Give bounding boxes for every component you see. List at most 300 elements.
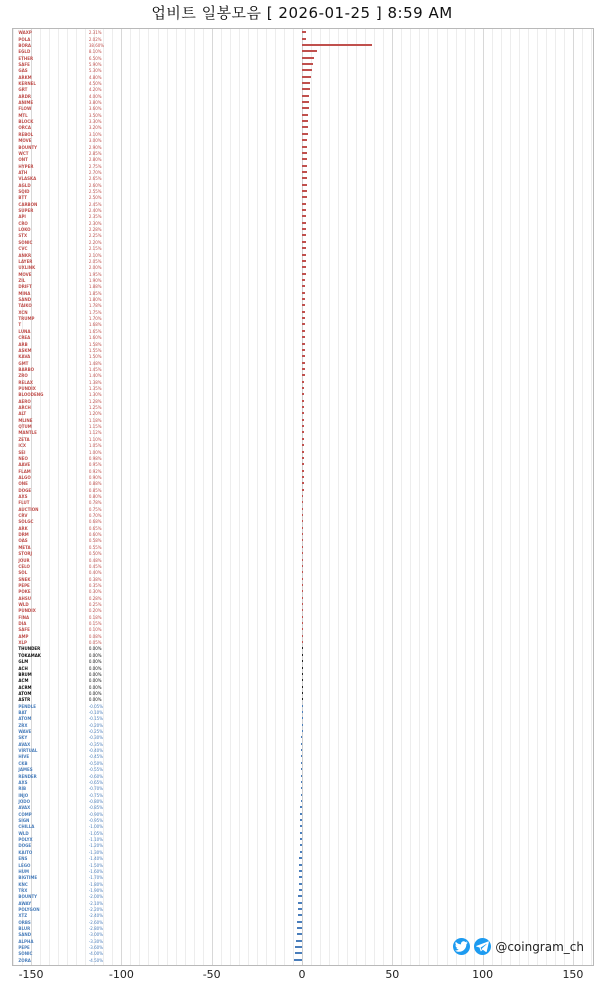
chart-bar-row (13, 73, 593, 80)
bar-category-label: ATOM (18, 716, 32, 722)
bar-value-label: -0.05% (88, 703, 104, 709)
chart-bar (302, 495, 303, 497)
bar-category-label: SAND (18, 932, 32, 938)
bar-category-label: MLINE (18, 417, 33, 423)
chart-bar (302, 88, 310, 90)
bar-category-label: AHSU (18, 595, 31, 601)
bar-value-label: -0.55% (88, 767, 104, 773)
chart-bar-row (13, 480, 593, 487)
bar-category-label: JODO (18, 798, 31, 804)
chart-bar-row (13, 29, 593, 36)
chart-bar (302, 317, 305, 319)
bar-category-label: ARB (18, 341, 28, 347)
chart-bar-row (13, 283, 593, 290)
bar-category-label: META (18, 544, 31, 550)
bar-category-label: TRUMP (18, 316, 35, 322)
bar-category-label: XTZ (18, 913, 28, 919)
bar-category-label: HUM (18, 868, 29, 874)
bar-value-label: 0.92% (88, 468, 102, 474)
chart-bar (302, 349, 305, 351)
bar-value-label: 0.85% (88, 487, 102, 493)
bar-category-label: AWAY (18, 900, 32, 906)
bar-value-label: 1.20% (88, 411, 102, 417)
chart-bar (302, 730, 303, 732)
chart-bar-row (13, 398, 593, 404)
chart-bar (302, 470, 304, 472)
bar-category-label: MTL (18, 112, 28, 118)
chart-bar (298, 908, 302, 910)
chart-bar (302, 247, 306, 249)
chart-bar (302, 431, 304, 433)
bar-value-label: -2.00% (88, 894, 104, 900)
chart-bar-row (13, 334, 593, 341)
bar-value-label: 0.00% (88, 646, 102, 652)
chart-bar (302, 368, 305, 370)
bar-category-label: BARBO (18, 366, 35, 372)
chart-bar-row (13, 798, 593, 804)
bar-value-label: -0.35% (88, 741, 104, 747)
bar-category-label: ALGO (18, 474, 31, 480)
bar-category-label: ENS (18, 856, 28, 862)
bar-category-label: DOGE (18, 843, 32, 849)
bar-value-label: 0.78% (88, 500, 102, 506)
bar-value-label: -0.50% (88, 760, 104, 766)
chart-bar-row (13, 696, 593, 703)
bar-value-label: 1.30% (88, 392, 102, 398)
chart-bar-row (13, 226, 593, 233)
chart-bar-row (13, 760, 593, 766)
bar-value-label: 0.90% (88, 474, 102, 480)
bar-category-label: ARK (18, 525, 28, 531)
bar-value-label: 2.40% (88, 208, 102, 214)
bar-category-label: SAFE (18, 61, 30, 67)
bar-category-label: BORA (18, 42, 32, 48)
bar-category-label: XCN (18, 309, 28, 315)
chart-bar (302, 571, 303, 573)
bar-category-label: ICX (18, 443, 26, 449)
bar-value-label: 1.88% (88, 284, 102, 290)
chart-bar (302, 527, 303, 529)
chart-bar-row (13, 391, 593, 398)
chart-bar (301, 781, 302, 783)
bar-category-label: CARBON (18, 201, 38, 207)
chart-bar (302, 705, 303, 707)
chart-bar (302, 44, 372, 46)
chart-bar-row (13, 753, 593, 760)
bar-value-label: -3.30% (88, 938, 104, 944)
chart-bar-row (13, 626, 593, 633)
chart-bar (302, 362, 305, 364)
chart-bar-row (13, 639, 593, 646)
bar-value-label: -1.70% (88, 875, 104, 881)
bar-category-label: MANTLE (18, 430, 37, 436)
bar-category-label: ZORA (18, 957, 31, 963)
bar-category-label: LEGO (18, 862, 31, 868)
chart-bar (302, 203, 306, 205)
chart-bar (302, 95, 309, 97)
chart-bar (302, 177, 307, 179)
chart-bar (301, 762, 302, 764)
bar-value-label: 0.08% (88, 633, 102, 639)
bar-category-label: SUPER (18, 208, 34, 214)
bar-value-label: -1.80% (88, 881, 104, 887)
chart-bar (302, 31, 306, 33)
bar-category-label: SAFE (18, 627, 30, 633)
chart-bar-row (13, 899, 593, 906)
bar-category-label: BAT (18, 710, 27, 716)
bar-category-label: HYPER (18, 163, 34, 169)
bar-category-label: ZIL (18, 277, 26, 283)
chart-bar-row (13, 811, 593, 817)
chart-bar-row (13, 61, 593, 67)
watermark-handle: @coingram_ch (495, 939, 584, 954)
bar-value-label: 1.90% (88, 277, 102, 283)
bar-value-label: -1.40% (88, 856, 104, 862)
chart-bar-row (13, 861, 593, 868)
bar-category-label: BOUNTY (18, 144, 38, 150)
chart-bar (302, 165, 307, 167)
chart-bar-row (13, 410, 593, 417)
chart-bar (302, 120, 308, 122)
chart-bar (302, 273, 306, 275)
bar-value-label: 0.70% (88, 513, 102, 519)
bar-value-label: 1.58% (88, 341, 102, 347)
bar-value-label: 3.20% (88, 125, 102, 131)
bar-value-label: -2.60% (88, 919, 104, 925)
bar-category-label: BLUR (18, 926, 31, 932)
chart-bar-row (13, 772, 593, 779)
bar-category-label: POLYGON (18, 906, 40, 912)
chart-bar-row (13, 849, 593, 855)
bar-value-label: -4.00% (88, 951, 104, 957)
chart-bar (301, 794, 302, 796)
bar-category-label: COMP (18, 811, 32, 817)
chart-bar (299, 889, 302, 891)
chart-bar (302, 552, 303, 554)
bar-value-label: -0.90% (88, 811, 104, 817)
bar-category-label: FLOW (18, 106, 32, 112)
bar-value-label: 1.35% (88, 385, 102, 391)
bar-category-label: API (18, 214, 26, 220)
chart-bar (302, 406, 304, 408)
bar-value-label: 2.02% (88, 36, 102, 42)
chart-bar-row (13, 220, 593, 226)
bar-value-label: -1.05% (88, 830, 104, 836)
bar-value-label: -2.20% (88, 906, 104, 912)
page-title: 업비트 일봉모음 [ 2026-01-25 ] 8:59 AM (151, 4, 453, 22)
bar-category-label: BOUNTY (18, 894, 38, 900)
chart-bar (301, 749, 302, 751)
chart-bar (302, 438, 304, 440)
bar-value-label: 0.00% (88, 684, 102, 690)
bar-category-label: ARKM (18, 74, 32, 80)
x-axis-tick-label: -150 (18, 968, 44, 981)
chart-bar (302, 82, 310, 84)
chart-bar (302, 590, 303, 592)
x-axis (12, 966, 592, 990)
bar-category-label: ORBS (18, 919, 31, 925)
bar-value-label: 4.00% (88, 93, 102, 99)
chart-bar (301, 768, 302, 770)
bar-category-label: BTT (18, 195, 28, 201)
bar-value-label: -0.80% (88, 798, 104, 804)
bar-category-label: SQID (18, 189, 30, 194)
bar-category-label: CELO (18, 563, 30, 569)
chart-bar (302, 196, 307, 198)
chart-bar-row (13, 321, 593, 328)
chart-bar-row (13, 137, 593, 144)
chart-bar-row (13, 931, 593, 938)
bar-category-label: GLM (18, 659, 29, 665)
bar-value-label: 0.68% (88, 519, 102, 525)
bar-value-label: 1.75% (88, 309, 102, 315)
bar-category-label: POLA (18, 36, 31, 42)
bar-category-label: SOLGC (18, 519, 34, 525)
bar-category-label: REBOL (18, 131, 34, 137)
bar-value-label: 0.58% (88, 538, 102, 544)
bar-category-label: ETHER (18, 55, 34, 61)
chart-bar-row (13, 817, 593, 824)
chart-bar-row (13, 112, 593, 118)
chart-bar-row (13, 588, 593, 595)
bar-value-label: 1.70% (88, 316, 102, 322)
chart-bar (294, 959, 302, 961)
bar-value-label: 1.12% (88, 430, 102, 436)
chart-bar-row (13, 912, 593, 919)
chart-bar-row (13, 347, 593, 353)
bar-value-label: 0.28% (88, 595, 102, 601)
bar-value-label: 3.60% (88, 106, 102, 112)
chart-bar (302, 692, 303, 694)
bar-category-label: SOL (18, 570, 28, 576)
bar-value-label: 0.10% (88, 627, 102, 633)
chart-bar (302, 609, 303, 611)
bar-category-label: AGLD (18, 182, 31, 188)
chart-bar-row (13, 563, 593, 569)
bar-category-label: HIVE (18, 754, 30, 760)
bar-category-label: ALT (18, 411, 27, 417)
bar-category-label: AUCTION (18, 506, 39, 512)
bar-category-label: PUNDIX (18, 385, 36, 391)
chart-bar-row (13, 715, 593, 722)
chart-bar-row (13, 493, 593, 499)
chart-bar (302, 393, 304, 395)
chart-bar (302, 501, 303, 503)
chart-bar (302, 292, 305, 294)
chart-bar-row (13, 175, 593, 182)
chart-bar-row (13, 925, 593, 932)
bar-category-label: ORCA (18, 125, 31, 131)
chart-bar (302, 412, 304, 414)
chart-bar-row (13, 607, 593, 614)
chart-bar (297, 933, 302, 935)
bar-category-label: AAVE (18, 462, 31, 468)
bar-category-label: LUNA (18, 328, 31, 334)
chart-bar-row (13, 791, 593, 798)
bar-category-label: BLOCK (18, 119, 34, 125)
chart-bar-row (13, 874, 593, 881)
chart-plot-area (12, 28, 594, 966)
bar-value-label: 0.40% (88, 570, 102, 576)
chart-bar-row (13, 232, 593, 239)
chart-bar (295, 946, 302, 948)
bar-value-label: 3.10% (88, 131, 102, 137)
bar-category-label: KAITO (18, 849, 33, 855)
chart-bar (301, 775, 302, 777)
bar-value-label: 0.75% (88, 506, 102, 512)
chart-bar-row (13, 99, 593, 106)
bar-value-label: 2.31% (88, 30, 102, 36)
chart-bar-row (13, 893, 593, 900)
bar-value-label: 8.10% (88, 49, 102, 55)
chart-bar-row (13, 855, 593, 862)
chart-bar (302, 565, 303, 567)
chart-bar-row (13, 448, 593, 455)
bar-value-label: 0.00% (88, 678, 102, 684)
x-axis-tick-label: -50 (202, 968, 221, 981)
bar-category-label: PEPE (18, 582, 30, 588)
chart-bar (302, 489, 304, 491)
chart-bar-row (13, 506, 593, 512)
bar-value-label: 0.95% (88, 462, 102, 468)
chart-bar (302, 476, 304, 478)
bar-value-label: 3.50% (88, 112, 102, 118)
chart-bar (302, 686, 303, 688)
bar-value-label: 0.88% (88, 481, 102, 487)
bar-category-label: T (18, 322, 22, 328)
chart-bar (297, 921, 302, 923)
bar-value-label: 5.90% (88, 61, 102, 67)
chart-bar-row (13, 296, 593, 303)
chart-bar-row (13, 378, 593, 385)
bar-value-label: -0.95% (88, 818, 104, 824)
bar-value-label: 2.05% (88, 258, 102, 264)
chart-bar-row (13, 620, 593, 627)
chart-bar (302, 139, 307, 141)
bar-category-label: JOUR (18, 557, 30, 563)
bar-value-label: 2.55% (88, 189, 102, 194)
chart-bar-row (13, 143, 593, 150)
chart-bar (302, 266, 306, 268)
chart-bar (302, 234, 306, 236)
chart-bar-row (13, 213, 593, 220)
chart-bar-row (13, 35, 593, 42)
bar-category-label: ZETA (18, 436, 30, 442)
chart-bar-row (13, 741, 593, 747)
chart-bar-row (13, 734, 593, 741)
chart-bar-row (13, 372, 593, 379)
bar-value-label: 5.30% (88, 68, 102, 74)
chart-bar (300, 844, 302, 846)
bar-category-label: CRO (18, 220, 28, 226)
bar-value-label: 0.55% (88, 544, 102, 550)
bar-value-label: 0.60% (88, 532, 102, 538)
bar-value-label: 0.00% (88, 690, 102, 696)
chart-bar-row (13, 779, 593, 785)
bar-category-label: ALPHA (18, 938, 34, 944)
chart-bar-row (13, 277, 593, 283)
chart-bar (301, 787, 302, 789)
bar-category-label: VIRTUAL (18, 748, 38, 754)
chart-bar (302, 254, 306, 256)
chart-bar (302, 419, 304, 421)
bar-category-label: AXS (18, 493, 28, 499)
bar-category-label: SNEK (18, 576, 31, 582)
chart-bar (302, 57, 314, 59)
chart-bar-row (13, 404, 593, 411)
bar-value-label: -1.30% (88, 849, 104, 855)
bar-value-label: 1.65% (88, 328, 102, 334)
chart-bar (302, 622, 303, 624)
bar-value-label: 0.48% (88, 557, 102, 563)
chart-bar-row (13, 569, 593, 576)
bar-value-label: 2.85% (88, 150, 102, 156)
bar-value-label: -1.60% (88, 868, 104, 874)
bar-value-label: 2.25% (88, 233, 102, 239)
chart-bar-row (13, 880, 593, 887)
bar-category-label: GMT (18, 360, 29, 366)
chart-bar-row (13, 830, 593, 836)
bar-value-label: -0.45% (88, 754, 104, 760)
chart-bar-row (13, 842, 593, 849)
chart-bar-row (13, 385, 593, 391)
chart-bar (300, 806, 302, 808)
bar-category-label: ONT (18, 157, 28, 163)
chart-bar-row (13, 728, 593, 735)
bar-value-label: 2.35% (88, 214, 102, 220)
chart-bar-row (13, 118, 593, 125)
chart-bar-row (13, 690, 593, 696)
chart-bar (302, 717, 303, 719)
x-axis-tick-label: 0 (298, 968, 306, 981)
chart-bar (302, 38, 306, 40)
bar-value-label: -0.10% (88, 710, 104, 716)
chart-bar-row (13, 747, 593, 754)
bar-category-label: WCT (18, 150, 29, 156)
bar-category-label: THUNDER (18, 646, 41, 652)
bar-category-label: ACRM (18, 684, 32, 690)
chart-bar (302, 679, 303, 681)
chart-bar-row (13, 525, 593, 531)
chart-bar-row (13, 315, 593, 322)
bar-value-label: -2.40% (88, 913, 104, 919)
bar-value-label: 3.30% (88, 119, 102, 125)
bar-category-label: DOGE (18, 487, 32, 493)
bar-value-label: 2.45% (88, 201, 102, 207)
chart-bar (302, 673, 303, 675)
bar-value-label: -0.25% (88, 729, 104, 735)
chart-bar (299, 876, 302, 878)
bar-category-label: WLD (18, 830, 29, 836)
chart-bar-row (13, 683, 593, 690)
chart-bar (302, 584, 303, 586)
chart-bar-row (13, 290, 593, 296)
chart-bar (302, 641, 303, 643)
x-axis-tick-label: 100 (472, 968, 494, 981)
chart-bar (302, 126, 308, 128)
bar-value-label: -0.65% (88, 779, 104, 785)
bar-value-label: 0.25% (88, 602, 102, 607)
bar-category-label: KNC (18, 881, 28, 887)
bar-value-label: 1.05% (88, 443, 102, 449)
bar-category-label: ANKR (18, 252, 32, 258)
chart-bar-row (13, 251, 593, 258)
bar-value-label: 2.80% (88, 157, 102, 163)
chart-bar-row (13, 181, 593, 188)
chart-bar-row (13, 575, 593, 582)
telegram-icon (474, 938, 491, 955)
chart-bar (302, 209, 306, 211)
